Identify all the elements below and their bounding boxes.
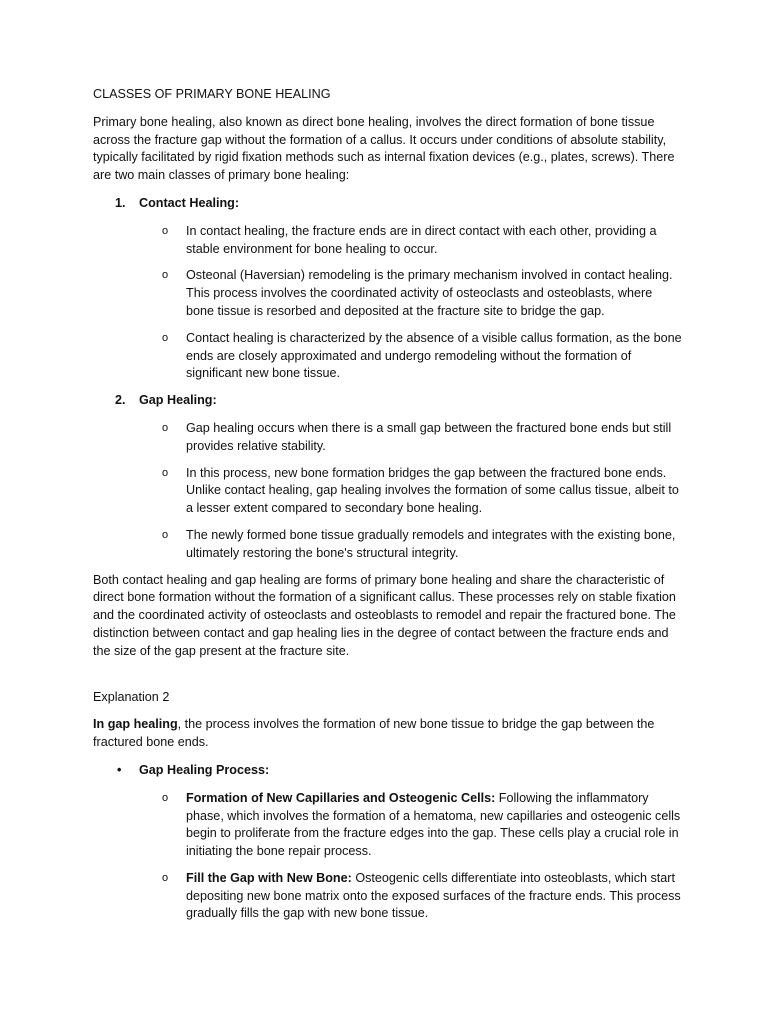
- class-heading-label: Gap Healing:: [139, 393, 217, 408]
- step-label: Formation of New Capillaries and Osteogenic Cells:: [186, 790, 496, 805]
- list-item: [93, 465, 683, 518]
- explanation-2-heading: Explanation 2: [93, 689, 170, 704]
- summary-paragraph: Both contact healing and gap healing are forms of primary bone healing and share the characteristic of direct bone formation without the formation of a significant callus. These processes rely on stable fixation and the coordinated activity of osteoclasts and osteoblasts to remodel and repair the fractured bone. The distinction between contact and gap healing lies in the degree of contact between the fracture ends and the size of the gap present at the fracture site.: [93, 572, 676, 658]
- bullet-dot-icon: •: [117, 762, 122, 777]
- intro-paragraph: Primary bone healing, also known as direct bone healing, involves the direct formation of bone tissue across the fracture gap without the formation of a callus. It occurs under conditions of absolute stability, typically facilitated by rigid fixation methods such as internal fixation devices (e.g., plates, screws). There are two main classes of primary bone healing:: [93, 114, 675, 183]
- lead-rest-text: , the process involves the formation of new bone tissue to bridge the gap between the fractured bone ends.: [93, 717, 655, 750]
- document-title: CLASSES OF PRIMARY BONE HEALING: [93, 87, 331, 101]
- circle-bullet-icon: o: [162, 269, 169, 282]
- document-page: [93, 86, 683, 932]
- circle-bullet-icon: o: [162, 791, 169, 804]
- list-item-text: Osteonal (Haversian) remodeling is the primary mechanism involved in contact healing. This process involves the coordinated activity of osteoclasts and osteoblasts, where bone tissue is resorbed and deposited at the fracture site to bridge the gap.: [186, 268, 673, 318]
- class-heading-gap: [93, 392, 683, 410]
- step-text: Osteogenic cells differentiate into osteoblasts, which start depositing new bone matrix onto the exposed surfaces of the fracture ends. This process gradually fills the gap with new bone tissue.: [186, 870, 681, 921]
- class-heading-label: Contact Healing:: [139, 195, 240, 210]
- step-text: Following the inflammatory phase, which involves the formation of a hematoma, new capillaries and osteogenic cells begin to proliferate from the fracture edges into the gap. These cells play a crucial role in initiating the bone repair process.: [186, 790, 681, 859]
- list-item-text: The newly formed bone tissue gradually remodels and integrates with the existing bone, ultimately restoring the bone's structural integrity.: [186, 527, 676, 560]
- list-item: [93, 223, 683, 259]
- circle-bullet-icon: o: [162, 421, 169, 434]
- bullet-heading-label: Gap Healing Process:: [139, 762, 270, 777]
- list-item: [93, 330, 683, 383]
- list-item: [93, 267, 683, 320]
- step-label: Fill the Gap with New Bone:: [186, 870, 352, 885]
- circle-bullet-icon: o: [162, 528, 169, 541]
- list-item: [93, 420, 683, 456]
- gap-healing-process-heading: [93, 762, 683, 780]
- list-item: [93, 790, 683, 861]
- list-item-text: Gap healing occurs when there is a small gap between the fractured bone ends but still provides relative stability.: [186, 420, 672, 453]
- list-number: 1.: [115, 195, 126, 210]
- list-item: [93, 527, 683, 563]
- circle-bullet-icon: o: [162, 224, 169, 237]
- list-item-text: In contact healing, the fracture ends are in direct contact with each other, providing a stable environment for bone healing to occur.: [186, 223, 657, 256]
- list-item-text: In this process, new bone formation bridges the gap between the fractured bone ends. Unlike contact healing, gap healing involves the formation of some callus tissue, albeit to a lesser extent compared to secondary bone healing.: [186, 465, 679, 516]
- class-heading-contact: [93, 195, 683, 213]
- list-number: 2.: [115, 393, 126, 408]
- circle-bullet-icon: o: [162, 871, 169, 884]
- list-item: [93, 870, 683, 923]
- lead-bold-text: In gap healing: [93, 717, 178, 732]
- explanation-2-lead: [93, 716, 683, 752]
- circle-bullet-icon: o: [162, 331, 169, 344]
- circle-bullet-icon: o: [162, 466, 169, 479]
- list-item-text: Contact healing is characterized by the absence of a visible callus formation, as the bone ends are closely approximated and undergo remodeling without the formation of significant new bone tissue.: [186, 330, 682, 381]
